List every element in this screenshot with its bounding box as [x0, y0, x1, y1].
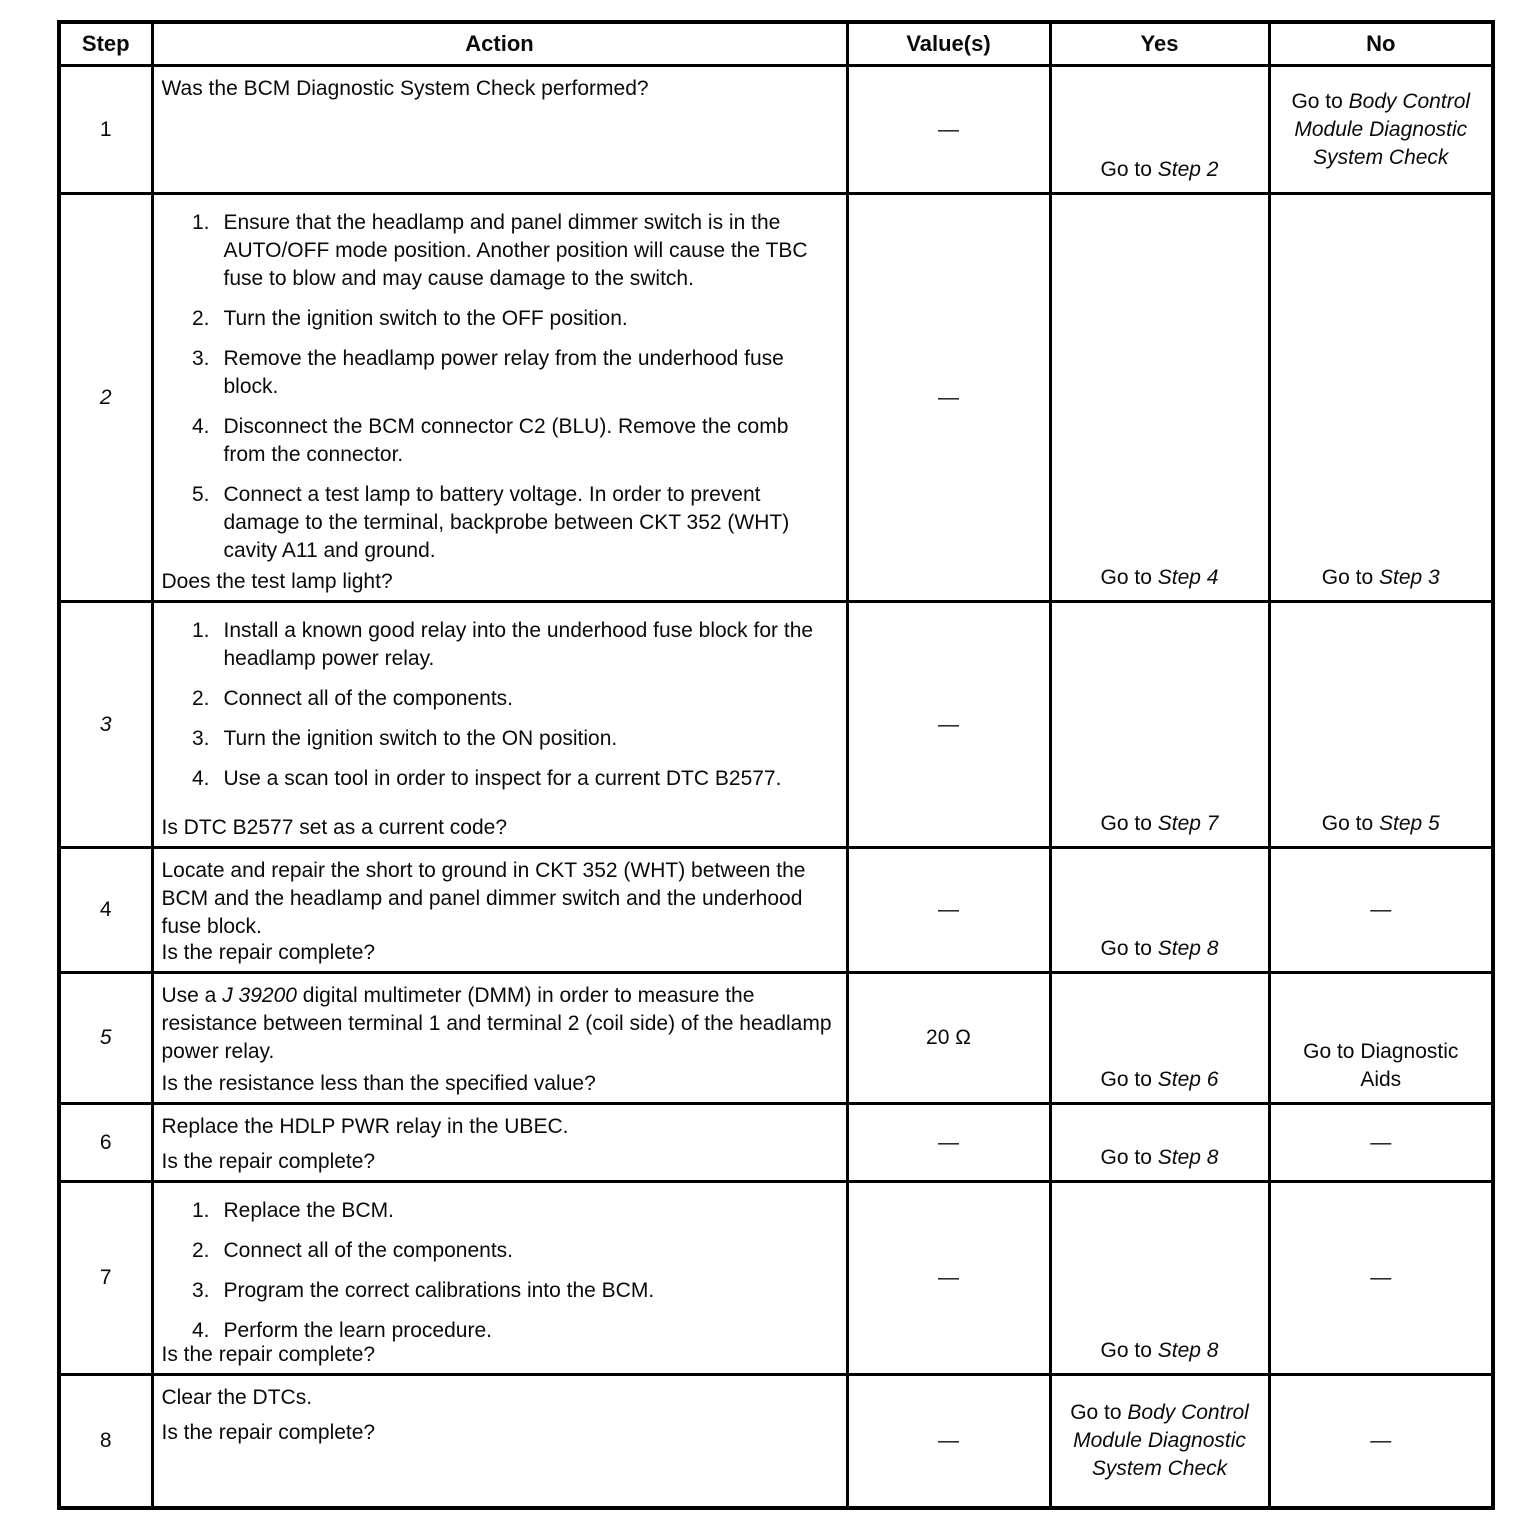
text-segment: Go to	[1291, 89, 1349, 113]
step-box	[61, 603, 151, 846]
no-box	[1271, 1183, 1492, 1373]
action-question: Does the test lamp light?	[161, 570, 393, 593]
text-segment: —	[1370, 1130, 1392, 1154]
no-goto-text	[1322, 810, 1440, 838]
action-box	[154, 1183, 846, 1373]
value-box	[849, 849, 1049, 971]
yes-cell	[1050, 848, 1269, 973]
text-segment: Clear the DTCs.	[161, 1386, 313, 1409]
action-step-item	[162, 345, 836, 401]
value-text: —	[938, 712, 959, 736]
no-cell	[1269, 66, 1493, 194]
action-step-item	[162, 209, 836, 293]
action-step-item	[162, 305, 836, 333]
step-number: 5	[99, 1026, 112, 1049]
yes-cell	[1050, 1182, 1269, 1375]
action-cell	[152, 1104, 847, 1182]
item-number: 3.	[191, 727, 210, 750]
item-number: 1.	[191, 1199, 210, 1222]
action-question: Is the repair complete?	[161, 941, 376, 964]
action-step-item	[162, 765, 836, 793]
yes-box	[1052, 603, 1268, 846]
value-cell	[847, 194, 1050, 602]
no-cell	[1269, 1375, 1493, 1509]
text-segment: Step 6	[1157, 1068, 1219, 1091]
yes-cell	[1050, 602, 1269, 848]
no-box	[1271, 195, 1492, 600]
action-box	[154, 67, 846, 192]
item-number: 4.	[191, 767, 210, 790]
action-cell	[152, 1375, 847, 1509]
no-goto-text	[1287, 1038, 1476, 1094]
value-box	[849, 1183, 1049, 1373]
value-box	[849, 974, 1049, 1102]
yes-box	[1052, 67, 1268, 192]
value-box	[849, 195, 1049, 600]
step-cell	[59, 1104, 152, 1182]
action-question: Is the repair complete?	[161, 1343, 376, 1366]
no-cell	[1269, 194, 1493, 602]
no-goto-text	[1370, 896, 1391, 924]
text-segment: Step 8	[1157, 1146, 1219, 1169]
table-row	[59, 194, 1493, 602]
no-box	[1271, 1105, 1492, 1180]
yes-box	[1052, 974, 1268, 1102]
action-box	[154, 849, 846, 971]
text-segment: Step 8	[1157, 1339, 1219, 1362]
value-text: —	[938, 898, 959, 921]
yes-cell	[1050, 1104, 1269, 1182]
text-segment: Use a	[161, 984, 223, 1007]
item-number: 5.	[191, 483, 210, 506]
text-segment: Was the BCM Diagnostic System Check performed?	[161, 77, 649, 100]
yes-goto-text	[1068, 1399, 1252, 1483]
step-number: 6	[99, 1130, 112, 1154]
value-cell	[847, 602, 1050, 848]
step-box	[61, 849, 151, 971]
action-question: Is the resistance less than the specified value?	[161, 1072, 596, 1095]
table-row	[59, 1182, 1493, 1375]
item-text: Perform the learn procedure.	[223, 1319, 492, 1342]
step-box	[61, 974, 151, 1102]
table-row	[59, 1375, 1493, 1509]
step-number: 7	[99, 1266, 112, 1289]
text-segment: Go to	[1100, 937, 1158, 960]
item-number: 3.	[191, 1279, 210, 1302]
value-box	[849, 1105, 1049, 1180]
item-text: Ensure that the headlamp and panel dimmer switch is in the AUTO/OFF mode position. Another position will cause the TBC fuse to blow and may cause damage to the switch.	[223, 211, 808, 290]
yes-goto-text	[1101, 564, 1219, 592]
action-question: Is DTC B2577 set as a current code?	[161, 816, 508, 839]
action-intro	[162, 982, 836, 1066]
yes-goto-text	[1101, 1337, 1219, 1365]
column-header-values: Value(s)	[847, 22, 1050, 66]
item-number: 2.	[191, 307, 210, 330]
text-segment: Step 5	[1378, 812, 1440, 835]
item-text: Replace the BCM.	[223, 1199, 394, 1222]
value-cell	[847, 1182, 1050, 1375]
item-number: 1.	[191, 619, 210, 642]
action-step-item	[162, 481, 836, 565]
action-cell	[152, 973, 847, 1104]
text-segment: Go to	[1100, 812, 1158, 835]
yes-goto-text	[1101, 1144, 1219, 1172]
action-step-item	[162, 685, 836, 713]
no-cell	[1269, 602, 1493, 848]
no-goto-text	[1370, 1264, 1391, 1292]
value-text: —	[938, 1429, 959, 1452]
yes-box	[1052, 1183, 1268, 1373]
text-segment: Step 7	[1157, 812, 1219, 835]
value-cell	[847, 848, 1050, 973]
text-segment: Step 3	[1378, 566, 1440, 589]
text-segment: Locate and repair the short to ground in CKT 352 (WHT) between the BCM and the headlamp and panel dimmer switch and the underhood fuse block.	[161, 859, 806, 938]
no-box	[1271, 67, 1492, 192]
yes-goto-text	[1101, 1066, 1219, 1094]
step-cell	[59, 1182, 152, 1375]
action-intro	[162, 1113, 836, 1141]
text-segment: Go to	[1100, 1146, 1158, 1169]
yes-goto-text	[1101, 935, 1219, 963]
column-header-step: Step	[59, 22, 152, 66]
yes-cell	[1050, 973, 1269, 1104]
action-intro	[162, 1384, 836, 1412]
action-box	[154, 195, 846, 600]
text-segment: Step 2	[1157, 158, 1219, 181]
table-row	[59, 973, 1493, 1104]
action-box	[154, 1105, 846, 1180]
action-cell	[152, 194, 847, 602]
step-cell	[59, 66, 152, 194]
text-segment: Step 8	[1157, 937, 1219, 960]
step-box	[61, 1183, 151, 1373]
text-segment: Replace the HDLP PWR relay in the UBEC.	[161, 1115, 569, 1138]
action-intro	[162, 857, 836, 941]
action-cell	[152, 848, 847, 973]
table-row	[59, 1104, 1493, 1182]
action-step-item	[162, 617, 836, 673]
table-body	[59, 66, 1493, 1509]
yes-box	[1052, 1105, 1268, 1180]
item-text: Use a scan tool in order to inspect for a current DTC B2577.	[223, 767, 782, 790]
step-number: 1	[99, 117, 112, 141]
text-segment: Go to	[1100, 566, 1158, 589]
value-text: —	[938, 117, 959, 141]
action-step-item	[162, 1197, 836, 1225]
yes-cell	[1050, 66, 1269, 194]
value-cell	[847, 1375, 1050, 1509]
step-cell	[59, 602, 152, 848]
diagnostic-table	[57, 20, 1495, 1510]
no-cell	[1269, 848, 1493, 973]
yes-box	[1052, 1376, 1268, 1506]
step-box	[61, 67, 151, 192]
yes-box	[1052, 195, 1268, 600]
text-segment: Go to	[1100, 158, 1158, 181]
table-row	[59, 848, 1493, 973]
action-step-list	[162, 617, 836, 793]
action-step-item	[162, 413, 836, 469]
action-step-item	[162, 1277, 836, 1305]
value-cell	[847, 1104, 1050, 1182]
no-goto-text	[1322, 564, 1440, 592]
step-number: 4	[99, 898, 112, 921]
text-segment: —	[1370, 1429, 1392, 1452]
action-question: Is the repair complete?	[161, 1150, 376, 1173]
column-header-no: No	[1269, 22, 1493, 66]
scanned-page	[57, 20, 1495, 1510]
value-text: —	[938, 1130, 959, 1154]
action-step-item	[162, 1237, 836, 1265]
header-row	[59, 22, 1493, 66]
step-box	[61, 1105, 151, 1180]
no-box	[1271, 1376, 1492, 1506]
yes-goto-text	[1101, 156, 1219, 184]
item-text: Connect all of the components.	[223, 687, 514, 710]
step-box	[61, 1376, 151, 1506]
item-number: 4.	[191, 415, 210, 438]
no-goto-text	[1370, 1129, 1391, 1157]
value-box	[849, 1376, 1049, 1506]
item-text: Connect a test lamp to battery voltage. In order to prevent damage to the terminal, backprobe between CKT 352 (WHT) cavity A11 and ground.	[223, 483, 790, 562]
value-cell	[847, 973, 1050, 1104]
item-text: Install a known good relay into the underhood fuse block for the headlamp power relay.	[223, 619, 814, 670]
column-header-action: Action	[152, 22, 847, 66]
step-number: 3	[99, 712, 112, 736]
no-goto-text	[1287, 88, 1476, 172]
action-step-list	[162, 209, 836, 565]
text-segment: Go to	[1321, 812, 1379, 835]
yes-goto-text	[1101, 810, 1219, 838]
yes-cell	[1050, 1375, 1269, 1509]
step-box	[61, 195, 151, 600]
action-cell	[152, 602, 847, 848]
no-cell	[1269, 973, 1493, 1104]
item-text: Connect all of the components.	[223, 1239, 514, 1262]
text-segment: Body Control Module Diagnostic System Check	[1073, 1401, 1249, 1480]
step-cell	[59, 848, 152, 973]
item-number: 1.	[191, 211, 210, 234]
step-number: 2	[99, 385, 112, 409]
table-row	[59, 66, 1493, 194]
action-cell	[152, 1182, 847, 1375]
text-segment: —	[1370, 1266, 1392, 1289]
value-box	[849, 603, 1049, 846]
value-text: 20 Ω	[926, 1026, 971, 1049]
step-cell	[59, 194, 152, 602]
item-text: Disconnect the BCM connector C2 (BLU). Remove the comb from the connector.	[223, 415, 789, 466]
text-segment: digital multimeter (DMM) in order to measure the resistance between terminal 1 and terminal 2 (coil side) of the headlamp power relay.	[161, 984, 832, 1063]
item-number: 4.	[191, 1319, 210, 1342]
text-segment: J 39200	[222, 984, 297, 1007]
item-number: 3.	[191, 347, 210, 370]
action-cell	[152, 66, 847, 194]
no-goto-text	[1370, 1427, 1391, 1455]
no-cell	[1269, 1182, 1493, 1375]
column-header-yes: Yes	[1050, 22, 1269, 66]
text-segment: —	[1370, 898, 1392, 921]
action-box	[154, 1376, 846, 1506]
action-box	[154, 974, 846, 1102]
yes-cell	[1050, 194, 1269, 602]
text-segment: Body Control Module Diagnostic System Check	[1294, 89, 1471, 169]
yes-box	[1052, 849, 1268, 971]
action-question: Is the repair complete?	[161, 1421, 376, 1444]
item-text: Remove the headlamp power relay from the underhood fuse block.	[223, 347, 784, 398]
no-box	[1271, 603, 1492, 846]
text-segment: Go to Diagnostic Aids	[1303, 1040, 1459, 1091]
text-segment: Step 4	[1157, 566, 1219, 589]
action-step-item	[162, 725, 836, 753]
no-box	[1271, 974, 1492, 1102]
value-text: —	[938, 1266, 959, 1289]
step-number: 8	[99, 1429, 112, 1452]
action-step-list	[162, 1197, 836, 1345]
item-text: Turn the ignition switch to the ON position.	[223, 727, 618, 750]
step-cell	[59, 1375, 152, 1509]
text-segment: Go to	[1070, 1401, 1128, 1424]
table-row	[59, 602, 1493, 848]
text-segment: Go to	[1100, 1068, 1158, 1091]
action-intro	[162, 75, 836, 103]
no-box	[1271, 849, 1492, 971]
item-text: Turn the ignition switch to the OFF position.	[223, 307, 628, 330]
value-box	[849, 67, 1049, 192]
item-number: 2.	[191, 1239, 210, 1262]
text-segment: Go to	[1100, 1339, 1158, 1362]
action-box	[154, 603, 846, 846]
no-cell	[1269, 1104, 1493, 1182]
text-segment: Go to	[1321, 566, 1379, 589]
value-cell	[847, 66, 1050, 194]
item-text: Program the correct calibrations into the BCM.	[223, 1279, 655, 1302]
step-cell	[59, 973, 152, 1104]
value-text: —	[938, 385, 959, 409]
item-number: 2.	[191, 687, 210, 710]
